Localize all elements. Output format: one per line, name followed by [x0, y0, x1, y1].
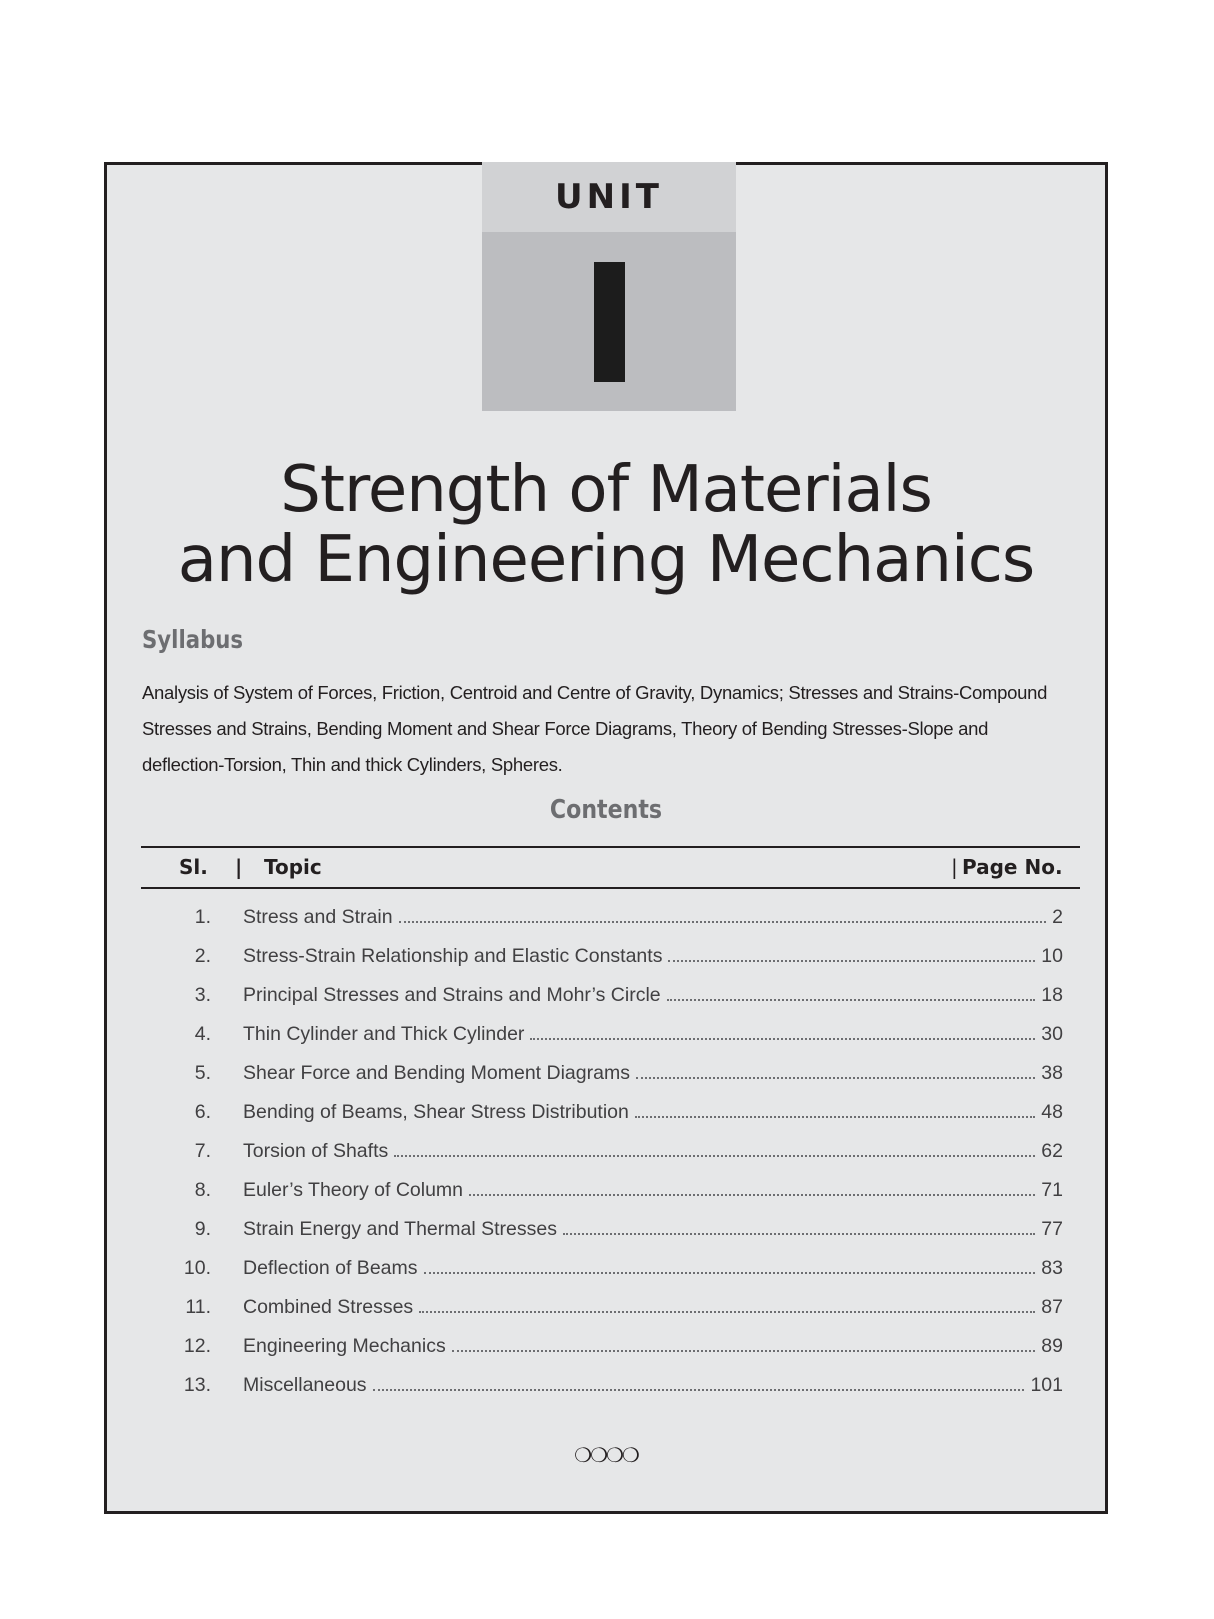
column-divider: |	[235, 855, 243, 879]
row-entry	[243, 1023, 1063, 1046]
table-row	[107, 1335, 1105, 1374]
row-page: 62	[1041, 1140, 1063, 1162]
dot-leader	[399, 921, 1047, 923]
dot-leader	[636, 1077, 1035, 1079]
row-topic: Deflection of Beams	[243, 1257, 418, 1279]
row-entry	[243, 1374, 1063, 1397]
row-topic: Stress and Strain	[243, 906, 393, 928]
table-row	[107, 1296, 1105, 1335]
syllabus-heading: Syllabus	[142, 625, 244, 654]
table-row	[107, 1374, 1105, 1413]
table-row	[107, 945, 1105, 984]
column-header-page: Page No.	[962, 855, 1063, 879]
row-entry	[243, 1218, 1063, 1241]
table-row	[107, 1179, 1105, 1218]
row-number: 12.	[183, 1335, 211, 1357]
dot-leader	[668, 960, 1035, 962]
dot-leader	[452, 1350, 1036, 1352]
dot-leader	[530, 1038, 1035, 1040]
row-number: 2.	[194, 945, 211, 967]
roman-numeral-bar	[594, 262, 625, 382]
table-row	[107, 1140, 1105, 1179]
unit-numeral	[482, 232, 736, 411]
dot-leader	[373, 1389, 1025, 1391]
table-row	[107, 1257, 1105, 1296]
table-row	[107, 984, 1105, 1023]
row-number: 10.	[183, 1257, 211, 1279]
unit-label: UNIT	[482, 162, 736, 232]
table-row	[107, 1062, 1105, 1101]
syllabus-text: Analysis of System of Forces, Friction, Centroid and Centre of Gravity, Dynamics; Stresses and Strains-Compound Stresses and Strains, Bending Moment and Shear Force Diagrams, Theory of Bending Stresses-Slope and deflection-Torsion, Thin and thick Cylinders, Spheres.	[142, 682, 1048, 775]
dot-leader	[419, 1311, 1035, 1313]
row-topic: Bending of Beams, Shear Stress Distribution	[243, 1101, 629, 1123]
row-page: 89	[1041, 1335, 1063, 1357]
dot-leader	[424, 1272, 1036, 1274]
dot-leader	[394, 1155, 1035, 1157]
page-title	[107, 455, 1105, 595]
row-entry	[243, 906, 1063, 929]
row-topic: Euler’s Theory of Column	[243, 1179, 464, 1201]
row-page: 2	[1052, 906, 1063, 928]
row-page: 38	[1041, 1062, 1063, 1084]
row-entry	[243, 1140, 1063, 1163]
row-number: 1.	[194, 906, 211, 928]
row-entry	[243, 1101, 1063, 1124]
row-topic: Stress-Strain Relationship and Elastic Constants	[243, 945, 663, 967]
row-entry	[243, 1062, 1063, 1085]
title-line-1: Strength of Materials	[280, 453, 932, 527]
row-topic: Shear Force and Bending Moment Diagrams	[243, 1062, 630, 1084]
contents-heading: Contents	[549, 795, 663, 825]
title-line-2: and Engineering Mechanics	[177, 523, 1035, 597]
table-row	[107, 1101, 1105, 1140]
row-entry	[243, 1335, 1063, 1358]
row-topic: Thin Cylinder and Thick Cylinder	[243, 1023, 525, 1045]
row-number: 3.	[194, 984, 211, 1006]
contents-list	[107, 906, 1105, 1413]
row-page: 48	[1041, 1101, 1063, 1123]
unit-badge	[482, 162, 736, 411]
row-page: 101	[1030, 1374, 1063, 1396]
row-page: 71	[1041, 1179, 1063, 1201]
row-page: 77	[1041, 1218, 1063, 1240]
table-row	[107, 1218, 1105, 1257]
row-topic: Combined Stresses	[243, 1296, 414, 1318]
row-number: 4.	[194, 1023, 211, 1045]
row-entry	[243, 1257, 1063, 1280]
row-number: 6.	[194, 1101, 211, 1123]
unit-page-frame	[104, 162, 1108, 1514]
table-row	[107, 1023, 1105, 1062]
row-number: 11.	[185, 1296, 211, 1318]
column-header-sl: Sl.	[179, 855, 208, 879]
row-page: 18	[1041, 984, 1063, 1006]
row-entry	[243, 984, 1063, 1007]
column-header-topic: Topic	[264, 855, 322, 879]
table-header-rule	[141, 887, 1080, 889]
dot-leader	[563, 1233, 1035, 1235]
row-number: 5.	[194, 1062, 211, 1084]
row-number: 7.	[194, 1140, 211, 1162]
row-entry	[243, 1179, 1063, 1202]
row-number: 8.	[194, 1179, 211, 1201]
table-row	[107, 906, 1105, 945]
dot-leader	[469, 1194, 1035, 1196]
row-topic: Strain Energy and Thermal Stresses	[243, 1218, 557, 1240]
row-topic: Miscellaneous	[243, 1374, 367, 1396]
row-topic: Torsion of Shafts	[243, 1140, 389, 1162]
dot-leader	[635, 1116, 1035, 1118]
row-number: 9.	[194, 1218, 211, 1240]
column-divider: |	[951, 855, 958, 879]
row-entry	[243, 1296, 1063, 1319]
dot-leader	[667, 999, 1036, 1001]
row-page: 83	[1041, 1257, 1063, 1279]
row-number: 13.	[183, 1374, 211, 1396]
ornament-circles: ❍❍❍❍	[574, 1445, 638, 1467]
table-top-rule	[141, 846, 1080, 848]
row-entry	[243, 945, 1063, 968]
row-page: 30	[1041, 1023, 1063, 1045]
row-topic: Engineering Mechanics	[243, 1335, 446, 1357]
row-page: 87	[1041, 1296, 1063, 1318]
row-topic: Principal Stresses and Strains and Mohr’s Circle	[243, 984, 661, 1006]
row-page: 10	[1041, 945, 1063, 967]
